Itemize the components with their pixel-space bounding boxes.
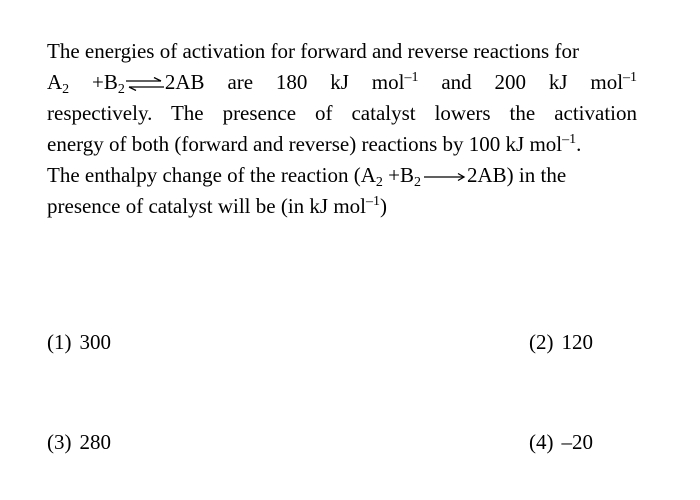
activation-energy-reverse: and 200 kJ mol$^{-1}$ [441, 70, 637, 94]
question-line-4: energy of both (forward and reverse) reactions by 100 kJ mol$^{-1}$. [47, 132, 582, 156]
option-number: (2) [529, 330, 554, 354]
reaction-equilibrium: $A_2 +B_2$ 2AB [47, 70, 205, 97]
activation-energy-forward: are 180 kJ mol$^{-1}$ [227, 70, 419, 94]
option-1[interactable] [47, 329, 111, 355]
option-4[interactable] [529, 429, 593, 455]
question-line-6: presence of catalyst will be (in kJ mol$^{-1}$) [47, 194, 387, 218]
option-number: (4) [529, 430, 554, 454]
question-line-3: respectively. The presence of catalyst lowers the activation [47, 101, 637, 125]
option-2[interactable] [529, 329, 593, 355]
question-text [47, 36, 637, 222]
equilibrium-arrow-icon [126, 77, 164, 91]
option-number: (1) [47, 330, 72, 354]
question-line-1: The energies of activation for forward and reverse reactions for [47, 39, 579, 63]
option-value: –20 [561, 430, 593, 454]
question-line-2 [47, 67, 637, 98]
option-value: 120 [561, 330, 593, 354]
option-number: (3) [47, 430, 72, 454]
reaction-forward: $A_2 +B_2$ 2AB [360, 163, 507, 190]
option-3[interactable] [47, 429, 111, 455]
option-value: 280 [79, 430, 111, 454]
option-value: 300 [79, 330, 111, 354]
question-line-5: The enthalpy change of the reaction ($A_2 +B_2$ 2AB) in the [47, 163, 567, 190]
forward-arrow-icon [422, 172, 466, 182]
